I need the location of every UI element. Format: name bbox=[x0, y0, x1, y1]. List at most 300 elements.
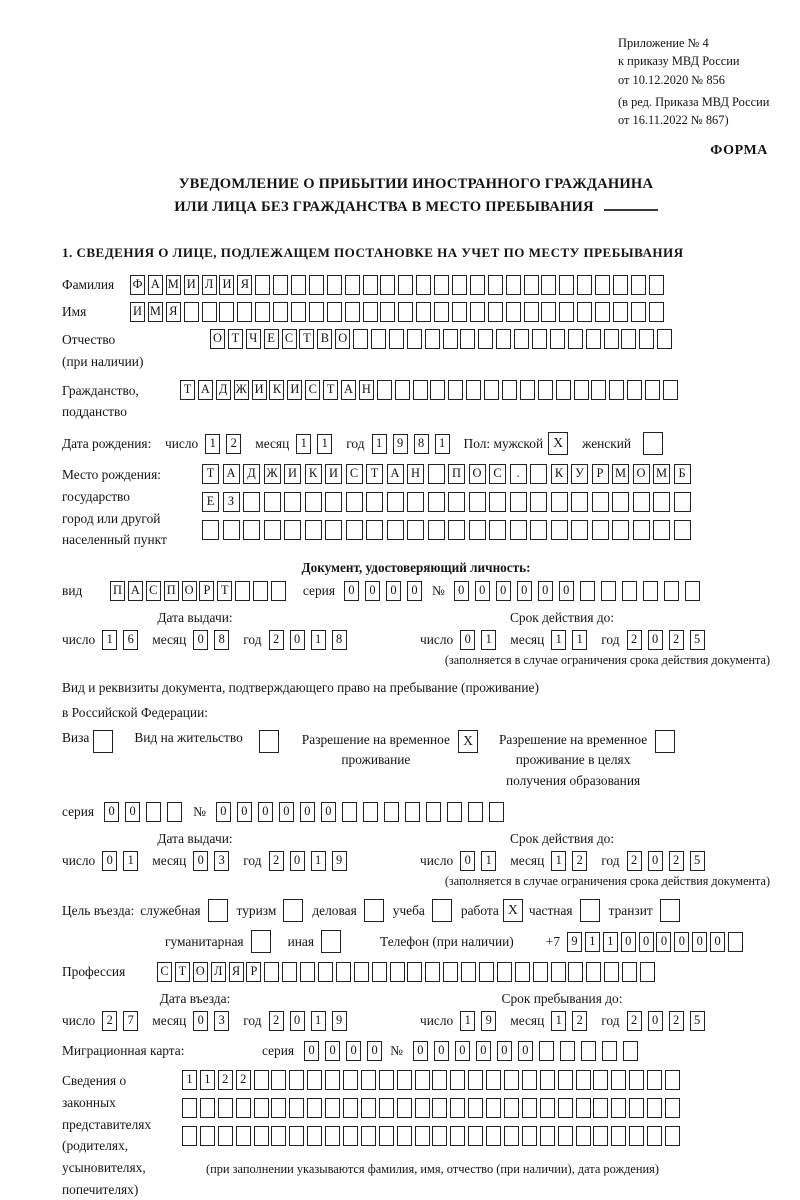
char-cell[interactable] bbox=[450, 1126, 465, 1146]
char-cell[interactable]: В bbox=[317, 329, 332, 349]
char-cell[interactable] bbox=[466, 380, 481, 400]
char-cell[interactable]: 1 bbox=[317, 434, 332, 454]
char-cell[interactable] bbox=[551, 520, 568, 540]
char-cell[interactable] bbox=[264, 962, 279, 982]
char-cell[interactable]: 2 bbox=[627, 851, 642, 871]
char-cell[interactable] bbox=[325, 1126, 340, 1146]
char-cell[interactable] bbox=[346, 492, 363, 512]
char-cell[interactable]: М bbox=[148, 302, 163, 322]
char-cell[interactable] bbox=[430, 380, 445, 400]
char-cell[interactable] bbox=[309, 275, 324, 295]
char-cell[interactable] bbox=[309, 302, 324, 322]
char-cell[interactable]: К bbox=[551, 464, 568, 484]
char-cell[interactable] bbox=[343, 1098, 358, 1118]
char-cell[interactable]: Т bbox=[299, 329, 314, 349]
char-cell[interactable] bbox=[593, 1070, 608, 1090]
char-cell[interactable] bbox=[255, 275, 270, 295]
char-cell[interactable] bbox=[665, 1070, 680, 1090]
char-cell[interactable] bbox=[443, 962, 458, 982]
char-cell[interactable] bbox=[611, 1070, 626, 1090]
char-cell[interactable]: 1 bbox=[585, 932, 600, 952]
residence-permit-checkbox[interactable] bbox=[259, 730, 279, 753]
char-cell[interactable] bbox=[200, 1098, 215, 1118]
char-cell[interactable] bbox=[522, 1070, 537, 1090]
char-cell[interactable] bbox=[447, 802, 462, 822]
char-cell[interactable] bbox=[380, 275, 395, 295]
char-cell[interactable] bbox=[489, 492, 506, 512]
char-cell[interactable] bbox=[271, 1126, 286, 1146]
char-cell[interactable]: Р bbox=[199, 581, 214, 601]
char-cell[interactable] bbox=[432, 1098, 447, 1118]
char-cell[interactable]: 1 bbox=[551, 851, 566, 871]
char-cell[interactable]: 0 bbox=[104, 802, 119, 822]
char-cell[interactable]: 1 bbox=[311, 630, 326, 650]
char-cell[interactable] bbox=[428, 492, 445, 512]
char-cell[interactable]: 1 bbox=[182, 1070, 197, 1090]
char-cell[interactable] bbox=[622, 962, 637, 982]
char-cell[interactable] bbox=[468, 1070, 483, 1090]
char-cell[interactable]: Т bbox=[217, 581, 232, 601]
char-cell[interactable] bbox=[450, 1098, 465, 1118]
char-cell[interactable]: 0 bbox=[517, 581, 532, 601]
title-blank-line[interactable] bbox=[604, 197, 658, 211]
char-cell[interactable]: 0 bbox=[460, 851, 475, 871]
char-cell[interactable] bbox=[345, 302, 360, 322]
char-cell[interactable] bbox=[416, 275, 431, 295]
char-cell[interactable]: 0 bbox=[365, 581, 380, 601]
char-cell[interactable] bbox=[264, 492, 281, 512]
char-cell[interactable]: 0 bbox=[648, 630, 663, 650]
char-cell[interactable]: 1 bbox=[372, 434, 387, 454]
char-cell[interactable] bbox=[363, 802, 378, 822]
char-cell[interactable]: Т bbox=[202, 464, 219, 484]
char-cell[interactable] bbox=[407, 492, 424, 512]
char-cell[interactable] bbox=[541, 275, 556, 295]
char-cell[interactable]: 0 bbox=[692, 932, 707, 952]
char-cell[interactable] bbox=[354, 962, 369, 982]
char-cell[interactable] bbox=[460, 329, 475, 349]
char-cell[interactable] bbox=[643, 581, 658, 601]
char-cell[interactable] bbox=[271, 1070, 286, 1090]
char-cell[interactable] bbox=[327, 275, 342, 295]
char-cell[interactable] bbox=[486, 1126, 501, 1146]
char-cell[interactable]: 0 bbox=[460, 630, 475, 650]
char-cell[interactable] bbox=[685, 581, 700, 601]
char-cell[interactable]: Д bbox=[216, 380, 231, 400]
char-cell[interactable] bbox=[568, 329, 583, 349]
char-cell[interactable]: 0 bbox=[102, 851, 117, 871]
char-cell[interactable]: Т bbox=[228, 329, 243, 349]
char-cell[interactable] bbox=[469, 520, 486, 540]
char-cell[interactable] bbox=[504, 1070, 519, 1090]
char-cell[interactable]: Ф bbox=[130, 275, 145, 295]
char-cell[interactable] bbox=[318, 962, 333, 982]
char-cell[interactable]: 1 bbox=[435, 434, 450, 454]
char-cell[interactable]: 0 bbox=[216, 802, 231, 822]
char-cell[interactable] bbox=[576, 1126, 591, 1146]
char-cell[interactable] bbox=[612, 492, 629, 512]
char-cell[interactable]: 2 bbox=[627, 1011, 642, 1031]
char-cell[interactable] bbox=[461, 962, 476, 982]
char-cell[interactable] bbox=[307, 1070, 322, 1090]
char-cell[interactable] bbox=[353, 329, 368, 349]
char-cell[interactable] bbox=[645, 380, 660, 400]
char-cell[interactable] bbox=[398, 275, 413, 295]
char-cell[interactable] bbox=[289, 1070, 304, 1090]
char-cell[interactable] bbox=[282, 962, 297, 982]
char-cell[interactable] bbox=[448, 520, 465, 540]
char-cell[interactable]: С bbox=[305, 380, 320, 400]
char-cell[interactable] bbox=[653, 520, 670, 540]
char-cell[interactable] bbox=[486, 1098, 501, 1118]
char-cell[interactable] bbox=[468, 1126, 483, 1146]
char-cell[interactable] bbox=[568, 962, 583, 982]
char-cell[interactable]: 2 bbox=[669, 851, 684, 871]
char-cell[interactable] bbox=[377, 380, 392, 400]
char-cell[interactable]: 2 bbox=[269, 851, 284, 871]
char-cell[interactable] bbox=[407, 520, 424, 540]
char-cell[interactable]: А bbox=[223, 464, 240, 484]
char-cell[interactable] bbox=[478, 329, 493, 349]
char-cell[interactable]: 0 bbox=[476, 1041, 491, 1061]
char-cell[interactable] bbox=[522, 1098, 537, 1118]
char-cell[interactable] bbox=[611, 1098, 626, 1118]
char-cell[interactable]: 1 bbox=[481, 630, 496, 650]
char-cell[interactable] bbox=[342, 802, 357, 822]
char-cell[interactable]: О bbox=[633, 464, 650, 484]
char-cell[interactable] bbox=[649, 302, 664, 322]
char-cell[interactable] bbox=[621, 329, 636, 349]
char-cell[interactable]: И bbox=[130, 302, 145, 322]
char-cell[interactable] bbox=[470, 302, 485, 322]
char-cell[interactable] bbox=[366, 520, 383, 540]
char-cell[interactable] bbox=[254, 1098, 269, 1118]
char-cell[interactable] bbox=[612, 520, 629, 540]
char-cell[interactable]: 0 bbox=[125, 802, 140, 822]
char-cell[interactable] bbox=[395, 380, 410, 400]
char-cell[interactable] bbox=[595, 302, 610, 322]
char-cell[interactable] bbox=[182, 1126, 197, 1146]
char-cell[interactable]: Р bbox=[592, 464, 609, 484]
char-cell[interactable] bbox=[371, 329, 386, 349]
char-cell[interactable] bbox=[327, 302, 342, 322]
char-cell[interactable] bbox=[577, 302, 592, 322]
char-cell[interactable] bbox=[200, 1126, 215, 1146]
char-cell[interactable] bbox=[631, 275, 646, 295]
char-cell[interactable]: 0 bbox=[413, 1041, 428, 1061]
char-cell[interactable] bbox=[540, 1126, 555, 1146]
char-cell[interactable] bbox=[593, 1098, 608, 1118]
char-cell[interactable] bbox=[305, 520, 322, 540]
char-cell[interactable] bbox=[432, 1126, 447, 1146]
char-cell[interactable]: 0 bbox=[386, 581, 401, 601]
char-cell[interactable]: Д bbox=[243, 464, 260, 484]
char-cell[interactable]: 0 bbox=[193, 1011, 208, 1031]
char-cell[interactable]: 3 bbox=[214, 1011, 229, 1031]
char-cell[interactable] bbox=[595, 275, 610, 295]
char-cell[interactable]: 1 bbox=[205, 434, 220, 454]
char-cell[interactable]: 2 bbox=[102, 1011, 117, 1031]
char-cell[interactable] bbox=[469, 492, 486, 512]
char-cell[interactable] bbox=[514, 329, 529, 349]
char-cell[interactable]: И bbox=[287, 380, 302, 400]
char-cell[interactable] bbox=[580, 581, 595, 601]
char-cell[interactable]: 1 bbox=[481, 851, 496, 871]
char-cell[interactable] bbox=[336, 962, 351, 982]
char-cell[interactable]: Л bbox=[211, 962, 226, 982]
char-cell[interactable]: 1 bbox=[311, 851, 326, 871]
char-cell[interactable]: Е bbox=[264, 329, 279, 349]
char-cell[interactable]: 7 bbox=[123, 1011, 138, 1031]
char-cell[interactable] bbox=[428, 464, 445, 484]
char-cell[interactable] bbox=[633, 520, 650, 540]
char-cell[interactable]: М bbox=[653, 464, 670, 484]
char-cell[interactable]: 0 bbox=[674, 932, 689, 952]
char-cell[interactable]: 0 bbox=[648, 851, 663, 871]
char-cell[interactable]: З bbox=[223, 492, 240, 512]
char-cell[interactable] bbox=[450, 1070, 465, 1090]
char-cell[interactable] bbox=[167, 802, 182, 822]
char-cell[interactable] bbox=[254, 1070, 269, 1090]
char-cell[interactable] bbox=[343, 1070, 358, 1090]
char-cell[interactable] bbox=[657, 329, 672, 349]
char-cell[interactable] bbox=[415, 1070, 430, 1090]
char-cell[interactable] bbox=[530, 464, 547, 484]
char-cell[interactable]: К bbox=[305, 464, 322, 484]
char-cell[interactable]: М bbox=[612, 464, 629, 484]
char-cell[interactable]: 0 bbox=[193, 630, 208, 650]
char-cell[interactable]: 1 bbox=[102, 630, 117, 650]
char-cell[interactable] bbox=[307, 1126, 322, 1146]
char-cell[interactable] bbox=[593, 1126, 608, 1146]
char-cell[interactable] bbox=[372, 962, 387, 982]
char-cell[interactable]: 3 bbox=[214, 851, 229, 871]
char-cell[interactable]: Е bbox=[202, 492, 219, 512]
char-cell[interactable] bbox=[506, 302, 521, 322]
char-cell[interactable] bbox=[237, 302, 252, 322]
char-cell[interactable] bbox=[254, 1126, 269, 1146]
char-cell[interactable]: Ч bbox=[246, 329, 261, 349]
char-cell[interactable]: 2 bbox=[669, 1011, 684, 1031]
char-cell[interactable]: 0 bbox=[346, 1041, 361, 1061]
char-cell[interactable] bbox=[613, 302, 628, 322]
char-cell[interactable] bbox=[591, 380, 606, 400]
char-cell[interactable]: О bbox=[335, 329, 350, 349]
char-cell[interactable]: 1 bbox=[123, 851, 138, 871]
char-cell[interactable] bbox=[539, 1041, 554, 1061]
char-cell[interactable] bbox=[530, 492, 547, 512]
char-cell[interactable]: 2 bbox=[627, 630, 642, 650]
char-cell[interactable]: 0 bbox=[455, 1041, 470, 1061]
purpose-tourism-checkbox[interactable] bbox=[283, 899, 303, 922]
char-cell[interactable]: И bbox=[184, 275, 199, 295]
char-cell[interactable]: Р bbox=[246, 962, 261, 982]
char-cell[interactable] bbox=[674, 492, 691, 512]
char-cell[interactable]: 5 bbox=[690, 630, 705, 650]
purpose-transit-checkbox[interactable] bbox=[660, 899, 680, 922]
char-cell[interactable] bbox=[533, 962, 548, 982]
char-cell[interactable] bbox=[448, 380, 463, 400]
char-cell[interactable]: К bbox=[269, 380, 284, 400]
purpose-official-checkbox[interactable] bbox=[208, 899, 228, 922]
char-cell[interactable] bbox=[468, 802, 483, 822]
char-cell[interactable]: 0 bbox=[710, 932, 725, 952]
char-cell[interactable]: С bbox=[282, 329, 297, 349]
char-cell[interactable] bbox=[361, 1126, 376, 1146]
char-cell[interactable] bbox=[665, 1126, 680, 1146]
char-cell[interactable] bbox=[363, 275, 378, 295]
char-cell[interactable] bbox=[510, 520, 527, 540]
char-cell[interactable]: Н bbox=[407, 464, 424, 484]
char-cell[interactable] bbox=[291, 275, 306, 295]
char-cell[interactable]: 8 bbox=[332, 630, 347, 650]
char-cell[interactable] bbox=[271, 581, 286, 601]
char-cell[interactable]: А bbox=[387, 464, 404, 484]
char-cell[interactable] bbox=[609, 380, 624, 400]
char-cell[interactable]: 9 bbox=[332, 1011, 347, 1031]
char-cell[interactable] bbox=[243, 492, 260, 512]
purpose-humanitarian-checkbox[interactable] bbox=[251, 930, 271, 953]
char-cell[interactable] bbox=[576, 1070, 591, 1090]
char-cell[interactable] bbox=[236, 1098, 251, 1118]
char-cell[interactable] bbox=[532, 329, 547, 349]
char-cell[interactable]: Т bbox=[323, 380, 338, 400]
char-cell[interactable]: 2 bbox=[236, 1070, 251, 1090]
char-cell[interactable]: 0 bbox=[454, 581, 469, 601]
char-cell[interactable] bbox=[202, 520, 219, 540]
char-cell[interactable] bbox=[325, 1098, 340, 1118]
visa-checkbox[interactable] bbox=[93, 730, 113, 753]
char-cell[interactable] bbox=[264, 520, 281, 540]
char-cell[interactable] bbox=[345, 275, 360, 295]
char-cell[interactable]: 0 bbox=[258, 802, 273, 822]
char-cell[interactable] bbox=[305, 492, 322, 512]
char-cell[interactable]: А bbox=[341, 380, 356, 400]
char-cell[interactable] bbox=[361, 1098, 376, 1118]
purpose-private-checkbox[interactable] bbox=[580, 899, 600, 922]
char-cell[interactable] bbox=[538, 380, 553, 400]
char-cell[interactable]: 0 bbox=[639, 932, 654, 952]
purpose-other-checkbox[interactable] bbox=[321, 930, 341, 953]
char-cell[interactable]: 1 bbox=[551, 630, 566, 650]
char-cell[interactable]: С bbox=[157, 962, 172, 982]
char-cell[interactable] bbox=[515, 962, 530, 982]
char-cell[interactable]: 0 bbox=[290, 851, 305, 871]
char-cell[interactable] bbox=[504, 1098, 519, 1118]
char-cell[interactable] bbox=[506, 275, 521, 295]
char-cell[interactable] bbox=[586, 329, 601, 349]
char-cell[interactable] bbox=[434, 302, 449, 322]
char-cell[interactable] bbox=[647, 1070, 662, 1090]
char-cell[interactable] bbox=[530, 520, 547, 540]
char-cell[interactable] bbox=[486, 1070, 501, 1090]
char-cell[interactable]: 1 bbox=[460, 1011, 475, 1031]
char-cell[interactable] bbox=[428, 520, 445, 540]
char-cell[interactable]: Я bbox=[237, 275, 252, 295]
char-cell[interactable]: Т bbox=[180, 380, 195, 400]
char-cell[interactable] bbox=[627, 380, 642, 400]
char-cell[interactable] bbox=[496, 329, 511, 349]
char-cell[interactable]: 1 bbox=[572, 630, 587, 650]
purpose-study-checkbox[interactable] bbox=[432, 899, 452, 922]
char-cell[interactable] bbox=[415, 1126, 430, 1146]
char-cell[interactable] bbox=[611, 1126, 626, 1146]
char-cell[interactable]: 2 bbox=[226, 434, 241, 454]
char-cell[interactable] bbox=[416, 302, 431, 322]
char-cell[interactable] bbox=[184, 302, 199, 322]
char-cell[interactable]: 0 bbox=[279, 802, 294, 822]
char-cell[interactable]: 5 bbox=[690, 1011, 705, 1031]
char-cell[interactable]: Т bbox=[175, 962, 190, 982]
char-cell[interactable] bbox=[558, 1070, 573, 1090]
char-cell[interactable]: 6 bbox=[123, 630, 138, 650]
char-cell[interactable] bbox=[665, 1098, 680, 1118]
char-cell[interactable] bbox=[325, 520, 342, 540]
char-cell[interactable] bbox=[289, 1126, 304, 1146]
char-cell[interactable]: О bbox=[182, 581, 197, 601]
char-cell[interactable] bbox=[380, 302, 395, 322]
char-cell[interactable] bbox=[284, 492, 301, 512]
char-cell[interactable] bbox=[559, 302, 574, 322]
char-cell[interactable] bbox=[623, 1041, 638, 1061]
char-cell[interactable]: 2 bbox=[269, 630, 284, 650]
char-cell[interactable] bbox=[202, 302, 217, 322]
char-cell[interactable]: И bbox=[252, 380, 267, 400]
char-cell[interactable] bbox=[470, 275, 485, 295]
char-cell[interactable] bbox=[601, 581, 616, 601]
char-cell[interactable] bbox=[432, 1070, 447, 1090]
char-cell[interactable] bbox=[448, 492, 465, 512]
char-cell[interactable]: 0 bbox=[538, 581, 553, 601]
char-cell[interactable] bbox=[484, 380, 499, 400]
char-cell[interactable] bbox=[243, 520, 260, 540]
char-cell[interactable] bbox=[273, 302, 288, 322]
char-cell[interactable] bbox=[325, 1070, 340, 1090]
char-cell[interactable] bbox=[387, 520, 404, 540]
char-cell[interactable] bbox=[361, 1070, 376, 1090]
char-cell[interactable]: 1 bbox=[603, 932, 618, 952]
char-cell[interactable]: Б bbox=[674, 464, 691, 484]
char-cell[interactable]: 0 bbox=[367, 1041, 382, 1061]
char-cell[interactable] bbox=[728, 932, 743, 952]
char-cell[interactable] bbox=[664, 581, 679, 601]
purpose-work-checkbox[interactable]: X bbox=[503, 899, 523, 922]
char-cell[interactable] bbox=[300, 962, 315, 982]
purpose-business-checkbox[interactable] bbox=[364, 899, 384, 922]
char-cell[interactable] bbox=[558, 1126, 573, 1146]
char-cell[interactable] bbox=[488, 302, 503, 322]
char-cell[interactable]: 0 bbox=[321, 802, 336, 822]
char-cell[interactable] bbox=[255, 302, 270, 322]
char-cell[interactable] bbox=[407, 962, 422, 982]
char-cell[interactable] bbox=[653, 492, 670, 512]
char-cell[interactable]: 0 bbox=[407, 581, 422, 601]
char-cell[interactable] bbox=[146, 802, 161, 822]
char-cell[interactable] bbox=[574, 380, 589, 400]
char-cell[interactable] bbox=[602, 1041, 617, 1061]
char-cell[interactable] bbox=[541, 302, 556, 322]
char-cell[interactable]: 0 bbox=[518, 1041, 533, 1061]
char-cell[interactable] bbox=[452, 275, 467, 295]
char-cell[interactable]: . bbox=[510, 464, 527, 484]
char-cell[interactable] bbox=[379, 1070, 394, 1090]
char-cell[interactable] bbox=[674, 520, 691, 540]
char-cell[interactable]: 0 bbox=[497, 1041, 512, 1061]
temporary-residence-checkbox[interactable]: X bbox=[458, 730, 478, 753]
char-cell[interactable]: 8 bbox=[214, 630, 229, 650]
char-cell[interactable]: Т bbox=[366, 464, 383, 484]
char-cell[interactable] bbox=[405, 802, 420, 822]
